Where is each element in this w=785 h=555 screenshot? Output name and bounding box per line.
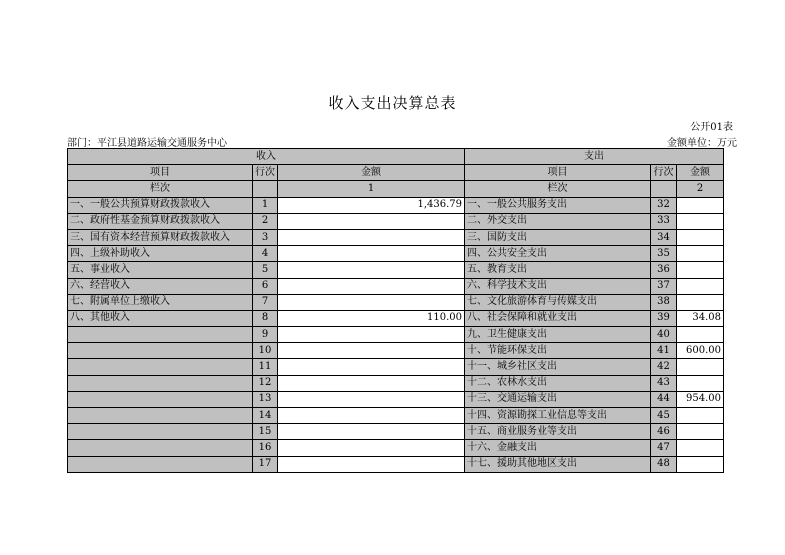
expense-item-cell: 一、一般公共服务支出 [465, 197, 651, 213]
table-row [68, 262, 724, 278]
income-row-number: 12 [253, 375, 278, 391]
expense-item-cell: 十七、援助其他地区支出 [465, 456, 651, 472]
income-amount-cell [278, 375, 465, 391]
income-item-cell [68, 456, 253, 472]
income-row-number: 4 [253, 246, 278, 262]
expense-amount-header: 金额 [677, 165, 724, 181]
expense-item-cell: 七、文化旅游体育与传媒支出 [465, 294, 651, 310]
income-item-cell: 五、事业收入 [68, 262, 253, 278]
table-row [68, 278, 724, 294]
income-amount-cell [278, 343, 465, 359]
income-row-number: 1 [253, 197, 278, 213]
expense-amount-cell [677, 294, 724, 310]
income-amount-header: 金额 [278, 165, 465, 181]
amount-unit-label: 金额单位：万元 [667, 138, 737, 149]
income-amount-cell [278, 262, 465, 278]
income-item-cell: 一、一般公共预算财政拨款收入 [68, 197, 253, 213]
income-item-cell: 八、其他收入 [68, 310, 253, 326]
income-lanci-empty [253, 181, 278, 197]
income-amount-cell [278, 440, 465, 456]
expense-row-number: 45 [651, 408, 677, 424]
expense-row-number: 47 [651, 440, 677, 456]
expense-lanci-empty [651, 181, 677, 197]
income-item-cell: 六、经营收入 [68, 278, 253, 294]
income-item-cell: 三、国有资本经营预算财政拨款收入 [68, 229, 253, 245]
expense-amount-cell: 34.08 [677, 310, 724, 326]
expense-row-number: 34 [651, 229, 677, 245]
expense-item-cell: 三、国防支出 [465, 229, 651, 245]
expense-row-number: 37 [651, 278, 677, 294]
expense-row-number: 39 [651, 310, 677, 326]
expense-amount-cell [677, 408, 724, 424]
expense-row-number: 40 [651, 327, 677, 343]
income-row-number: 14 [253, 408, 278, 424]
department-label: 部门：平江县道路运输交通服务中心 [67, 138, 227, 149]
income-row-number: 15 [253, 424, 278, 440]
income-item-cell [68, 359, 253, 375]
table-row [68, 310, 724, 326]
table-row [68, 424, 724, 440]
table-row [68, 408, 724, 424]
income-row-number: 10 [253, 343, 278, 359]
expense-item-cell: 八、社会保障和就业支出 [465, 310, 651, 326]
form-number: 公开01表 [690, 122, 733, 133]
income-row-number: 2 [253, 213, 278, 229]
column-header-row [68, 165, 724, 181]
expense-item-cell: 十、节能环保支出 [465, 343, 651, 359]
expense-row-number: 32 [651, 197, 677, 213]
income-row-number: 5 [253, 262, 278, 278]
expense-row-number: 48 [651, 456, 677, 472]
expense-item-cell: 二、外交支出 [465, 213, 651, 229]
income-row-number: 13 [253, 391, 278, 407]
expense-row-number: 38 [651, 294, 677, 310]
expense-amount-cell [677, 424, 724, 440]
income-amount-cell [278, 246, 465, 262]
income-amount-cell [278, 391, 465, 407]
income-amount-cell [278, 359, 465, 375]
income-row-header: 行次 [253, 165, 278, 181]
income-row-number: 7 [253, 294, 278, 310]
expense-amount-cell [677, 440, 724, 456]
expense-item-cell: 十六、金融支出 [465, 440, 651, 456]
expense-amount-cell [677, 375, 724, 391]
expense-item-cell: 四、公共安全支出 [465, 246, 651, 262]
income-item-cell [68, 408, 253, 424]
income-item-cell: 四、上级补助收入 [68, 246, 253, 262]
expense-item-cell: 九、卫生健康支出 [465, 327, 651, 343]
income-row-number: 6 [253, 278, 278, 294]
income-row-number: 11 [253, 359, 278, 375]
income-item-cell [68, 343, 253, 359]
expense-amount-cell [677, 213, 724, 229]
expense-row-number: 43 [651, 375, 677, 391]
expense-row-number: 36 [651, 262, 677, 278]
income-item-cell [68, 424, 253, 440]
income-amount-cell [278, 456, 465, 472]
income-item-cell: 二、政府性基金预算财政拨款收入 [68, 213, 253, 229]
table-row [68, 197, 724, 213]
expense-row-number: 46 [651, 424, 677, 440]
expense-amount-cell [677, 246, 724, 262]
income-amount-cell: 1,436.79 [278, 197, 465, 213]
income-row-number: 16 [253, 440, 278, 456]
income-item-cell [68, 375, 253, 391]
income-amount-cell: 110.00 [278, 310, 465, 326]
expense-amount-cell [677, 278, 724, 294]
expense-amount-cell: 600.00 [677, 343, 724, 359]
expense-item-cell: 五、教育支出 [465, 262, 651, 278]
expense-row-number: 41 [651, 343, 677, 359]
table-row [68, 375, 724, 391]
expense-amount-cell [677, 456, 724, 472]
expense-row-number: 33 [651, 213, 677, 229]
expense-item-header: 项目 [465, 165, 651, 181]
table-row [68, 456, 724, 472]
table-row [68, 327, 724, 343]
income-expense-table [67, 148, 724, 473]
income-header: 收入 [68, 149, 465, 165]
expense-item-cell: 十五、商业服务业等支出 [465, 424, 651, 440]
table-row [68, 246, 724, 262]
expense-item-cell: 六、科学技术支出 [465, 278, 651, 294]
expense-row-number: 42 [651, 359, 677, 375]
income-col-number: 1 [278, 181, 465, 197]
report-title: 收入支出决算总表 [328, 94, 457, 112]
expense-row-header: 行次 [651, 165, 677, 181]
expense-header: 支出 [465, 149, 724, 165]
income-amount-cell [278, 327, 465, 343]
expense-amount-cell [677, 327, 724, 343]
income-amount-cell [278, 229, 465, 245]
expense-row-number: 35 [651, 246, 677, 262]
expense-item-cell: 十四、资源勘探工业信息等支出 [465, 408, 651, 424]
income-item-cell [68, 391, 253, 407]
expense-amount-cell [677, 197, 724, 213]
income-lanci-label: 栏次 [68, 181, 253, 197]
income-item-cell [68, 327, 253, 343]
table-row [68, 343, 724, 359]
table-row [68, 213, 724, 229]
expense-amount-cell: 954.00 [677, 391, 724, 407]
expense-item-cell: 十一、城乡社区支出 [465, 359, 651, 375]
income-row-number: 17 [253, 456, 278, 472]
section-header-row [68, 149, 724, 165]
income-amount-cell [278, 213, 465, 229]
table-row [68, 359, 724, 375]
income-row-number: 9 [253, 327, 278, 343]
income-item-cell: 七、附属单位上缴收入 [68, 294, 253, 310]
income-amount-cell [278, 408, 465, 424]
expense-row-number: 44 [651, 391, 677, 407]
table-row [68, 294, 724, 310]
expense-amount-cell [677, 262, 724, 278]
income-item-cell [68, 440, 253, 456]
column-number-row [68, 181, 724, 197]
table-row [68, 440, 724, 456]
table-row [68, 229, 724, 245]
expense-col-number: 2 [677, 181, 724, 197]
income-row-number: 3 [253, 229, 278, 245]
expense-lanci-label: 栏次 [465, 181, 651, 197]
expense-item-cell: 十三、交通运输支出 [465, 391, 651, 407]
expense-amount-cell [677, 359, 724, 375]
expense-item-cell: 十二、农林水支出 [465, 375, 651, 391]
income-amount-cell [278, 424, 465, 440]
income-row-number: 8 [253, 310, 278, 326]
table-row [68, 391, 724, 407]
income-amount-cell [278, 294, 465, 310]
income-item-header: 项目 [68, 165, 253, 181]
income-amount-cell [278, 278, 465, 294]
expense-amount-cell [677, 229, 724, 245]
